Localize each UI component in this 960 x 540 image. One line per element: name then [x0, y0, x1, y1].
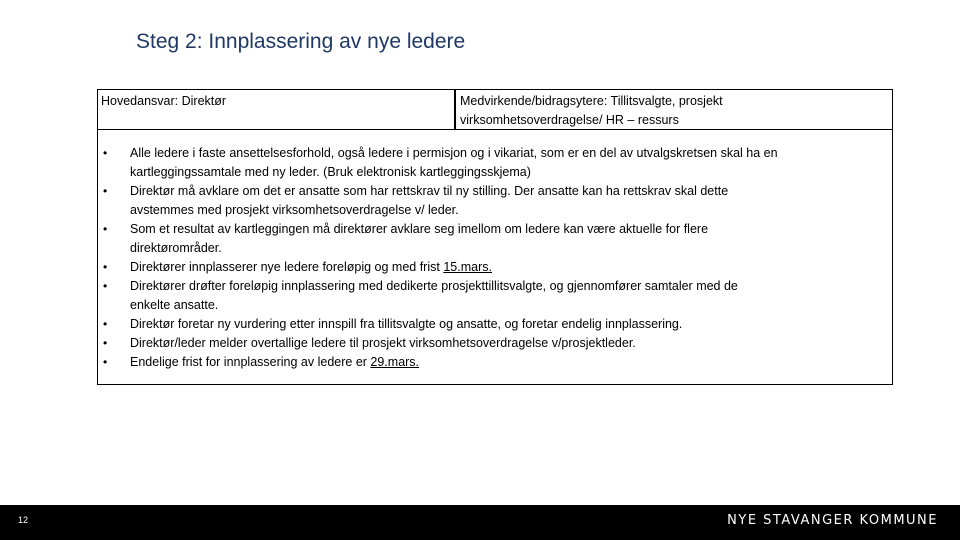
- page-number: 12: [18, 515, 29, 525]
- bullet-item: [103, 258, 884, 277]
- bullet-dot-icon: •: [103, 184, 108, 198]
- bullet-line: Direktører drøfter foreløpig innplassering med dedikerte prosjekttillitsvalgte, og gjennomfører samtaler med de: [130, 279, 738, 293]
- bullet-line: Som et resultat av kartleggingen må direktører avklare seg imellom om ledere kan være aktuelle for flere: [130, 222, 709, 236]
- deadline-date: 15.mars.: [443, 260, 492, 274]
- final-deadline-date: 29.mars.: [370, 355, 420, 369]
- responsible-header-cell: [97, 89, 455, 130]
- bullet-item: [103, 277, 884, 315]
- task-bullet-list: [98, 130, 892, 372]
- bullet-line: direktørområder.: [130, 241, 222, 255]
- brand-wordmark: NYE STAVANGER KOMMUNE: [727, 513, 938, 528]
- bullet-line: Alle ledere i faste ansettelsesforhold, også ledere i permisjon og i vikariat, som er en del av utvalgskretsen skal ha en: [130, 146, 778, 160]
- bullet-dot-icon: •: [103, 279, 108, 293]
- bullet-line: Direktør må avklare om det er ansatte som har rettskrav til ny stilling. Der ansatte kan ha rettskrav skal dette: [130, 184, 729, 198]
- bullet-item: [103, 334, 884, 353]
- contributors-header-line-2: virksomhetsoverdragelse/ HR – ressurs: [460, 113, 679, 127]
- bullet-dot-icon: •: [103, 222, 108, 236]
- footer-bar: [0, 505, 960, 540]
- bullet-dot-icon: •: [103, 317, 108, 331]
- bullet-line: Direktør/leder melder overtallige ledere til prosjekt virksomhetsoverdragelse v/prosjektleder.: [130, 336, 636, 350]
- bullet-item: [103, 182, 884, 220]
- bullet-line: Direktør foretar ny vurdering etter innspill fra tillitsvalgte og ansatte, og foretar endelig innplassering.: [130, 317, 683, 331]
- bullet-item: [103, 144, 884, 182]
- bullet-line: avstemmes med prosjekt virksomhetsoverdragelse v/ leder.: [130, 203, 459, 217]
- bullet-text: Endelige frist for innplassering av ledere er: [130, 355, 371, 369]
- bullet-line: kartleggingssamtale med ny leder. (Bruk elektronisk kartleggingsskjema): [130, 165, 531, 179]
- bullet-dot-icon: •: [103, 336, 108, 350]
- bullet-line: enkelte ansatte.: [130, 298, 219, 312]
- bullet-item: [103, 353, 884, 372]
- bullet-text: Direktører innplasserer nye ledere foreløpig og med frist: [130, 260, 444, 274]
- bullet-dot-icon: •: [103, 260, 108, 274]
- bullet-item: [103, 315, 884, 334]
- responsible-header-text: Hovedansvar: Direktør: [101, 94, 227, 108]
- bullet-item: [103, 220, 884, 258]
- bullet-dot-icon: •: [103, 146, 108, 160]
- bullet-dot-icon: •: [103, 355, 108, 369]
- contributors-header-cell: [455, 89, 893, 130]
- slide-title: Steg 2: Innplassering av nye ledere: [136, 30, 466, 53]
- contributors-header-line-1: Medvirkende/bidragsytere: Tillitsvalgte, prosjekt: [460, 94, 723, 108]
- tasks-cell: [97, 129, 893, 385]
